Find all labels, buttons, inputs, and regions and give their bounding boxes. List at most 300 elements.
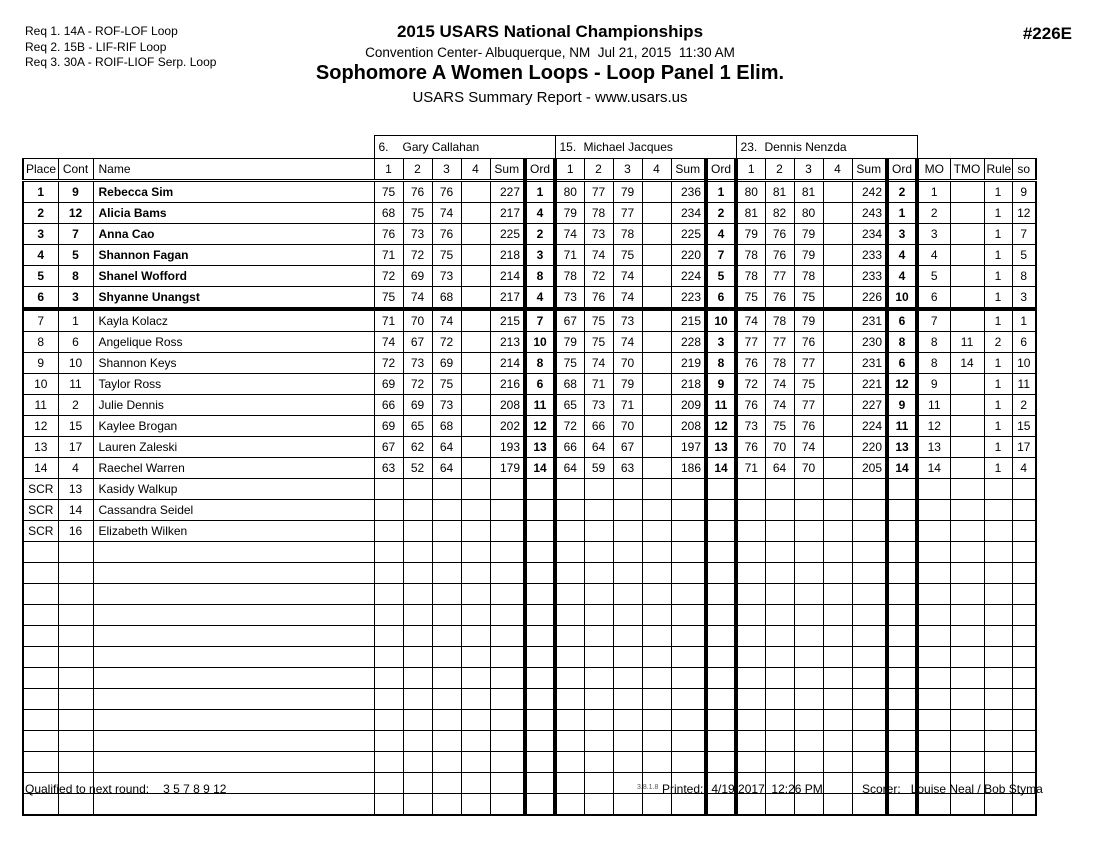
cell-score [765, 521, 794, 542]
cell-score [432, 479, 461, 500]
cell-mo [917, 626, 950, 647]
cell-rule: 1 [984, 416, 1012, 437]
cell-ord [706, 521, 736, 542]
cell-sum [490, 668, 525, 689]
col-mo: MO [917, 159, 950, 181]
cell-name [93, 689, 374, 710]
report-header [0, 22, 1100, 106]
cell-score [794, 500, 823, 521]
cell-score [432, 647, 461, 668]
cell-sum [671, 563, 706, 584]
cell-score [765, 584, 794, 605]
empty-row [23, 584, 1036, 605]
printed-label: Printed: [662, 782, 704, 796]
cell-score [736, 626, 765, 647]
cell-ord: 4 [525, 203, 555, 224]
cell-score: 80 [555, 181, 584, 203]
result-row [23, 224, 1036, 245]
cell-score: 69 [403, 266, 432, 287]
cell-score [642, 332, 671, 353]
cell-score [584, 668, 613, 689]
cell-ord: 13 [525, 437, 555, 458]
cell-score [584, 542, 613, 563]
cell-rule: 1 [984, 287, 1012, 310]
cell-ord [706, 605, 736, 626]
cell-ord [525, 668, 555, 689]
cell-place: SCR [23, 479, 58, 500]
cell-name [93, 710, 374, 731]
cell-name: Raechel Warren [93, 458, 374, 479]
cell-score [613, 752, 642, 773]
cell-score [642, 605, 671, 626]
col-rule: Rule [984, 159, 1012, 181]
cell-score [642, 309, 671, 332]
cell-so [1012, 668, 1036, 689]
cell-ord [525, 647, 555, 668]
requirement-line: Req 1. 14A - ROF-LOF Loop [25, 24, 178, 38]
cell-score: 69 [403, 395, 432, 416]
cell-score: 71 [736, 458, 765, 479]
cell-score [374, 668, 403, 689]
cell-ord: 8 [887, 332, 917, 353]
cell-score [555, 647, 584, 668]
cell-sum: 243 [852, 203, 887, 224]
col-sum: Sum [852, 159, 887, 181]
result-row [23, 245, 1036, 266]
cell-place: 3 [23, 224, 58, 245]
cell-score [794, 647, 823, 668]
cell-sum: 225 [671, 224, 706, 245]
cell-score: 64 [555, 458, 584, 479]
cell-ord [525, 626, 555, 647]
cell-sum: 217 [490, 203, 525, 224]
cell-score [794, 668, 823, 689]
cell-score [765, 731, 794, 752]
cell-ord [887, 605, 917, 626]
cell-ord [887, 647, 917, 668]
cell-sum: 224 [852, 416, 887, 437]
cell-score [736, 584, 765, 605]
venue-date-line: Convention Center- Albuquerque, NM Jul 21, 2015 11:30 AM [365, 45, 735, 60]
cell-score: 73 [584, 224, 613, 245]
qualified-value: 3 5 7 8 9 12 [163, 782, 227, 796]
cell-cont: 5 [58, 245, 93, 266]
championship-title: 2015 USARS National Championships [396, 22, 704, 41]
cell-score: 78 [794, 266, 823, 287]
cell-ord: 14 [706, 458, 736, 479]
result-row [23, 395, 1036, 416]
cell-rule [984, 668, 1012, 689]
cell-score [765, 500, 794, 521]
cell-name: Shyanne Unangst [93, 287, 374, 310]
cell-place: 13 [23, 437, 58, 458]
cell-score [461, 731, 490, 752]
cell-sum [490, 542, 525, 563]
cell-mo [917, 500, 950, 521]
cell-sum [490, 731, 525, 752]
cell-score [432, 710, 461, 731]
cell-sum [490, 710, 525, 731]
cell-score: 64 [584, 437, 613, 458]
cell-ord: 2 [706, 203, 736, 224]
cell-cont: 6 [58, 332, 93, 353]
cell-score [823, 203, 852, 224]
cell-sum: 209 [671, 395, 706, 416]
cell-cont [58, 647, 93, 668]
cell-name [93, 752, 374, 773]
cell-sum [671, 521, 706, 542]
judges-band-row [23, 136, 1036, 159]
cell-sum [852, 710, 887, 731]
cell-score [794, 584, 823, 605]
cell-sum: 231 [852, 353, 887, 374]
cell-tmo [950, 395, 984, 416]
cell-sum [671, 731, 706, 752]
cell-score: 73 [403, 353, 432, 374]
cell-sum: 242 [852, 181, 887, 203]
cell-sum: 234 [671, 203, 706, 224]
cell-ord: 2 [525, 224, 555, 245]
cell-score: 79 [794, 245, 823, 266]
cell-tmo [950, 374, 984, 395]
cell-rule: 1 [984, 203, 1012, 224]
cell-score [403, 605, 432, 626]
cell-score [403, 563, 432, 584]
cell-cont: 1 [58, 309, 93, 332]
cell-rule: 1 [984, 458, 1012, 479]
cell-sum [852, 500, 887, 521]
cell-name [93, 647, 374, 668]
col-score-3: 3 [613, 159, 642, 181]
empty-row [23, 710, 1036, 731]
cell-score [642, 374, 671, 395]
cell-cont: 9 [58, 181, 93, 203]
cell-score [461, 647, 490, 668]
cell-score: 76 [432, 224, 461, 245]
cell-so [1012, 605, 1036, 626]
cell-tmo [950, 500, 984, 521]
result-row [23, 437, 1036, 458]
cell-score [374, 521, 403, 542]
cell-score [794, 710, 823, 731]
cell-score [432, 500, 461, 521]
cell-score [461, 479, 490, 500]
cell-score [374, 542, 403, 563]
cell-name: Julie Dennis [93, 395, 374, 416]
cell-ord [525, 584, 555, 605]
cell-sum: 218 [490, 245, 525, 266]
cell-score [374, 731, 403, 752]
cell-score [794, 479, 823, 500]
cell-score: 73 [555, 287, 584, 310]
cell-score: 73 [736, 416, 765, 437]
cell-rule: 1 [984, 181, 1012, 203]
cell-so: 5 [1012, 245, 1036, 266]
cell-name: Anna Cao [93, 224, 374, 245]
cell-score: 75 [794, 287, 823, 310]
cell-ord: 10 [525, 332, 555, 353]
cell-name [93, 542, 374, 563]
cell-score [461, 710, 490, 731]
cell-rule: 1 [984, 266, 1012, 287]
cell-score [403, 542, 432, 563]
col-so: so [1012, 159, 1036, 181]
cell-place: 6 [23, 287, 58, 310]
cell-sum [852, 563, 887, 584]
cell-score: 78 [765, 309, 794, 332]
cell-score [584, 626, 613, 647]
cell-score [461, 563, 490, 584]
empty-row [23, 563, 1036, 584]
cell-sum [490, 626, 525, 647]
col-score-1: 1 [736, 159, 765, 181]
cell-mo: 4 [917, 245, 950, 266]
cell-score [736, 731, 765, 752]
cell-score [613, 731, 642, 752]
cell-score: 76 [736, 395, 765, 416]
cell-sum: 208 [671, 416, 706, 437]
empty-row [23, 752, 1036, 773]
cell-score: 74 [613, 266, 642, 287]
cell-score: 72 [584, 266, 613, 287]
cell-score: 76 [374, 224, 403, 245]
cell-so [1012, 689, 1036, 710]
cell-score [584, 710, 613, 731]
result-row [23, 266, 1036, 287]
cell-score: 73 [613, 309, 642, 332]
cell-rule: 1 [984, 245, 1012, 266]
cell-rule [984, 563, 1012, 584]
col-score-2: 2 [403, 159, 432, 181]
cell-sum: 215 [490, 309, 525, 332]
cell-score [823, 245, 852, 266]
cell-score: 71 [374, 309, 403, 332]
cell-score [613, 542, 642, 563]
cell-cont: 11 [58, 374, 93, 395]
cell-sum [490, 521, 525, 542]
cell-ord: 4 [706, 224, 736, 245]
cell-rule [984, 752, 1012, 773]
cell-score [461, 521, 490, 542]
cell-score [555, 731, 584, 752]
cell-mo [917, 752, 950, 773]
cell-sum [852, 731, 887, 752]
col-sum: Sum [490, 159, 525, 181]
qualified-label: Qualified to next round: [25, 782, 150, 796]
cell-sum: 179 [490, 458, 525, 479]
cell-sum [490, 563, 525, 584]
cell-so: 1 [1012, 309, 1036, 332]
cell-score [374, 479, 403, 500]
cell-sum: 226 [852, 287, 887, 310]
cell-score: 74 [584, 245, 613, 266]
cell-score: 76 [736, 437, 765, 458]
cell-ord [706, 563, 736, 584]
cell-tmo [950, 626, 984, 647]
cell-cont [58, 542, 93, 563]
cell-place: 11 [23, 395, 58, 416]
cell-score: 75 [736, 287, 765, 310]
cell-so [1012, 500, 1036, 521]
cell-cont [58, 626, 93, 647]
cell-score [555, 563, 584, 584]
cell-score [432, 731, 461, 752]
cell-cont: 4 [58, 458, 93, 479]
cell-ord [525, 500, 555, 521]
cell-score: 74 [403, 287, 432, 310]
cell-score [642, 542, 671, 563]
cell-score: 79 [794, 309, 823, 332]
cell-tmo [950, 416, 984, 437]
cell-cont [58, 605, 93, 626]
cell-score [403, 626, 432, 647]
cell-mo [917, 584, 950, 605]
cell-score [613, 626, 642, 647]
cell-place [23, 563, 58, 584]
cell-mo [917, 605, 950, 626]
cell-rule [984, 689, 1012, 710]
cell-mo [917, 521, 950, 542]
result-row [23, 309, 1036, 332]
cell-sum [671, 584, 706, 605]
col-score-4: 4 [461, 159, 490, 181]
cell-score [642, 353, 671, 374]
cell-so: 3 [1012, 287, 1036, 310]
cell-ord [525, 563, 555, 584]
cell-ord [706, 500, 736, 521]
cell-sum: 224 [671, 266, 706, 287]
cell-score [736, 752, 765, 773]
cell-score: 75 [432, 245, 461, 266]
cell-score [823, 374, 852, 395]
cell-score [374, 500, 403, 521]
cell-ord [525, 542, 555, 563]
cell-score [403, 668, 432, 689]
cell-score: 76 [432, 181, 461, 203]
cell-ord: 3 [706, 332, 736, 353]
cell-cont: 2 [58, 395, 93, 416]
cell-place: 9 [23, 353, 58, 374]
cell-score: 72 [432, 332, 461, 353]
cell-place [23, 731, 58, 752]
cell-cont: 14 [58, 500, 93, 521]
cell-score [403, 731, 432, 752]
cell-score [555, 542, 584, 563]
cell-ord [887, 689, 917, 710]
cell-score: 79 [555, 332, 584, 353]
cell-score [642, 731, 671, 752]
cell-name [93, 731, 374, 752]
cell-rule: 1 [984, 224, 1012, 245]
cell-rule: 1 [984, 395, 1012, 416]
cell-score [765, 689, 794, 710]
cell-score: 74 [613, 332, 642, 353]
cell-name: Shanel Wofford [93, 266, 374, 287]
cell-mo: 14 [917, 458, 950, 479]
cell-score: 75 [374, 181, 403, 203]
cell-ord [706, 542, 736, 563]
cell-so: 11 [1012, 374, 1036, 395]
cell-place: 8 [23, 332, 58, 353]
cell-score: 75 [765, 416, 794, 437]
cell-score: 70 [765, 437, 794, 458]
cell-score: 80 [736, 181, 765, 203]
cell-sum [671, 500, 706, 521]
cell-score [823, 710, 852, 731]
cell-score: 76 [794, 416, 823, 437]
cell-score: 75 [613, 245, 642, 266]
col-score-1: 1 [555, 159, 584, 181]
cell-score: 78 [736, 245, 765, 266]
cell-score [555, 521, 584, 542]
cell-score: 75 [403, 203, 432, 224]
cell-ord [887, 626, 917, 647]
cell-score: 67 [555, 309, 584, 332]
cell-sum [490, 605, 525, 626]
cell-score: 67 [374, 437, 403, 458]
cell-score [613, 563, 642, 584]
cell-ord [887, 542, 917, 563]
report-footer [0, 782, 1100, 800]
cell-score [374, 752, 403, 773]
cell-score [555, 689, 584, 710]
cell-score [555, 605, 584, 626]
cell-rule [984, 647, 1012, 668]
cell-score [584, 731, 613, 752]
cell-ord: 6 [706, 287, 736, 310]
cell-ord: 5 [706, 266, 736, 287]
cell-score: 71 [613, 395, 642, 416]
cell-score [642, 458, 671, 479]
cell-cont: 8 [58, 266, 93, 287]
cell-score [461, 395, 490, 416]
cell-score [736, 563, 765, 584]
cell-score: 72 [736, 374, 765, 395]
cell-mo: 8 [917, 353, 950, 374]
cell-score [461, 266, 490, 287]
cell-score: 76 [765, 245, 794, 266]
cell-place: 7 [23, 309, 58, 332]
cell-sum: 213 [490, 332, 525, 353]
cell-score [461, 542, 490, 563]
cell-ord: 12 [525, 416, 555, 437]
cell-mo: 6 [917, 287, 950, 310]
cell-sum [852, 584, 887, 605]
cell-ord [706, 584, 736, 605]
cell-ord: 14 [525, 458, 555, 479]
cell-score: 70 [613, 353, 642, 374]
cell-score [584, 752, 613, 773]
cell-tmo: 11 [950, 332, 984, 353]
cell-score [642, 647, 671, 668]
cell-score [461, 287, 490, 310]
cell-ord [525, 521, 555, 542]
cell-score: 69 [374, 374, 403, 395]
cell-place [23, 626, 58, 647]
cell-ord [706, 689, 736, 710]
cell-score: 63 [374, 458, 403, 479]
cell-ord: 11 [525, 395, 555, 416]
cell-score: 76 [584, 287, 613, 310]
cell-score [461, 752, 490, 773]
cell-score [584, 689, 613, 710]
col-ord: Ord [525, 159, 555, 181]
cell-score: 75 [555, 353, 584, 374]
empty-row [23, 689, 1036, 710]
cell-sum: 197 [671, 437, 706, 458]
cell-score [823, 479, 852, 500]
cell-name: Lauren Zaleski [93, 437, 374, 458]
